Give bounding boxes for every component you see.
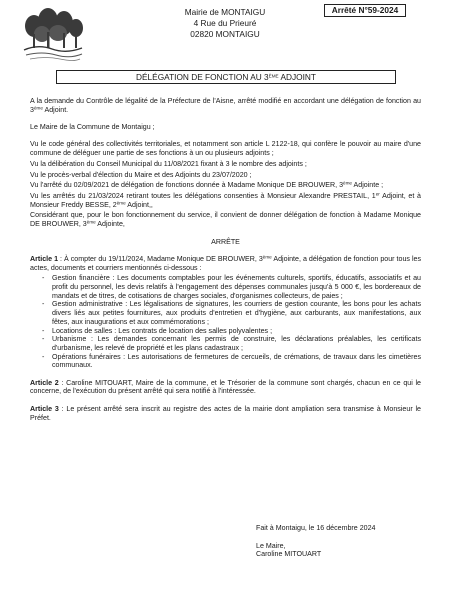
superscript: er xyxy=(375,191,380,197)
superscript: ème xyxy=(262,254,272,260)
text: Adjoint,, xyxy=(125,200,153,209)
title-text-end: ADJOINT xyxy=(278,72,316,82)
text: Considérant que, pour le bon fonctionnement du service, il convient de donner délégation de fonction à Madame Monique DE BROUWER, 3 xyxy=(30,211,421,229)
maire-paragraph: Le Maire de la Commune de Montaigu ; xyxy=(30,123,155,132)
list-item-gestion-financiere: - Gestion financière : Les documents comptables pour les événements culturels, sportifs, éducatifs, associatifs et au profit du personnel, les devis relatifs à l'engagement des dépenses communales jusqu'à 5 000 €, les bordereaux de mandats et de titres, de cotisations de charges sociales, d'organismes collecteurs, de paies ; xyxy=(52,274,421,300)
text: Adjointe, a délégation de fonction pour tous les actes, documents et courriers mentionnés ci-dessous : xyxy=(30,254,422,272)
considerant-paragraph xyxy=(30,211,421,228)
list-item-locations-salles: - Locations de salles : Les contrats de location des salles polyvalentes ; xyxy=(52,327,421,336)
mairie-street: 4 Rue du Prieuré xyxy=(193,18,257,28)
mairie-address-block xyxy=(150,7,300,40)
document-body xyxy=(30,97,421,431)
article-1-paragraph xyxy=(30,255,421,272)
list-item-urbanisme: - Urbanisme : Les demandes concernant les permis de construire, les déclarations préalables, les certificats d'urbanisme, les relevé de propriété et les plans cadastraux ; xyxy=(52,335,421,352)
signatory-role: Le Maire, xyxy=(256,541,286,550)
article-3-paragraph xyxy=(30,405,421,422)
vu-arrete-paragraph xyxy=(30,181,421,190)
text: Adjointe ; xyxy=(351,181,384,190)
list-item-gestion-administrative: - Gestion administrative : Les légalisations de signatures, les courriers de gestion courante, les bons pour les achats divers liés aux petites fournitures, aux produits d'entretien et d'hygiène, aux carburants, aux manifestations, aux fêtes, aux inaugurations et aux commémorations ; xyxy=(52,300,421,326)
superscript: ème xyxy=(116,200,126,206)
vu-deliberation-paragraph: Vu la délibération du Conseil Municipal du 11/08/2021 fixant à 3 le nombre des adjoints ; xyxy=(30,159,307,168)
text: A la demande du Contrôle de légalité de la Préfecture de l'Aisne, arrêté modifié en accordant une délégation de fonction au 3 xyxy=(30,97,421,114)
article-3-label: Article 3 xyxy=(30,404,59,413)
text: Adjoint, et à Monsieur Freddy BESSE, 2 xyxy=(30,192,421,209)
town-logo xyxy=(22,6,84,64)
article-1-label: Article 1 xyxy=(30,254,59,263)
arrete-number-box: Arrêté N°59-2024 xyxy=(324,4,406,17)
title-superscript: ÈME xyxy=(268,73,279,79)
controle-legalite-paragraph xyxy=(30,97,421,114)
delegation-list xyxy=(30,274,421,370)
text: : Caroline MITOUART, Maire de la commune, et le Trésorier de la commune sont chargés, chacun en ce qui le concerne, de l'exécution du présent arrêté qui sera notifié à l'intéressée. xyxy=(30,378,421,396)
text: Adjoint. xyxy=(42,105,69,114)
text: Vu les arrêtés du 21/03/2024 retirant toutes les délégations consenties à Monsieur Alexandre PRESTAIL, 1 xyxy=(30,192,376,200)
mairie-name: Mairie de MONTAIGU xyxy=(184,7,266,17)
vu-cgct-paragraph: Vu le code général des collectivités territoriales, et notamment son article L 2122-18, qui confère le pouvoir au maire d'une commune de déléguer une partie de ses fonctions à un ou plusieurs adjoints ; xyxy=(30,140,421,158)
title-text: DÉLÉGATION DE FONCTION AU 3 xyxy=(136,72,269,82)
signatory-name: Caroline MITOUART xyxy=(256,550,322,559)
mairie-city: 02820 MONTAIGU xyxy=(190,29,260,39)
text: Vu l'arrêté du 02/09/2021 de délégation de fonctions donnée à Madame Monique DE BROUWER, 3 xyxy=(30,181,344,190)
article-2-label: Article 2 xyxy=(30,378,59,387)
text: : À compter du 19/11/2024, Madame Monique DE BROUWER, 3 xyxy=(58,254,263,263)
arrete-heading: ARRÊTE xyxy=(211,237,240,246)
list-item-operations-funeraires: - Opérations funéraires : Les autorisations de fermetures de cercueils, de crémations, de travaux dans les cimetières communaux. xyxy=(52,353,421,370)
superscript: ème xyxy=(343,180,352,186)
article-2-paragraph xyxy=(30,379,421,396)
signature-block xyxy=(256,524,436,559)
text: Adjointe, xyxy=(95,220,125,229)
vu-pv-paragraph: Vu le procès-verbal d'élection du Maire et des Adjoints du 23/07/2020 ; xyxy=(30,170,252,179)
superscript: ème xyxy=(86,219,96,225)
vu-arretes-paragraph xyxy=(30,192,421,209)
text: : Le présent arrêté sera inscrit au registre des actes de la mairie dont ampliation sera transmise à Monsieur le Préfet. xyxy=(30,404,421,422)
superscript: ème xyxy=(33,105,43,111)
document-title xyxy=(56,70,396,84)
place-date: Fait à Montaigu, le 16 décembre 2024 xyxy=(256,524,376,532)
